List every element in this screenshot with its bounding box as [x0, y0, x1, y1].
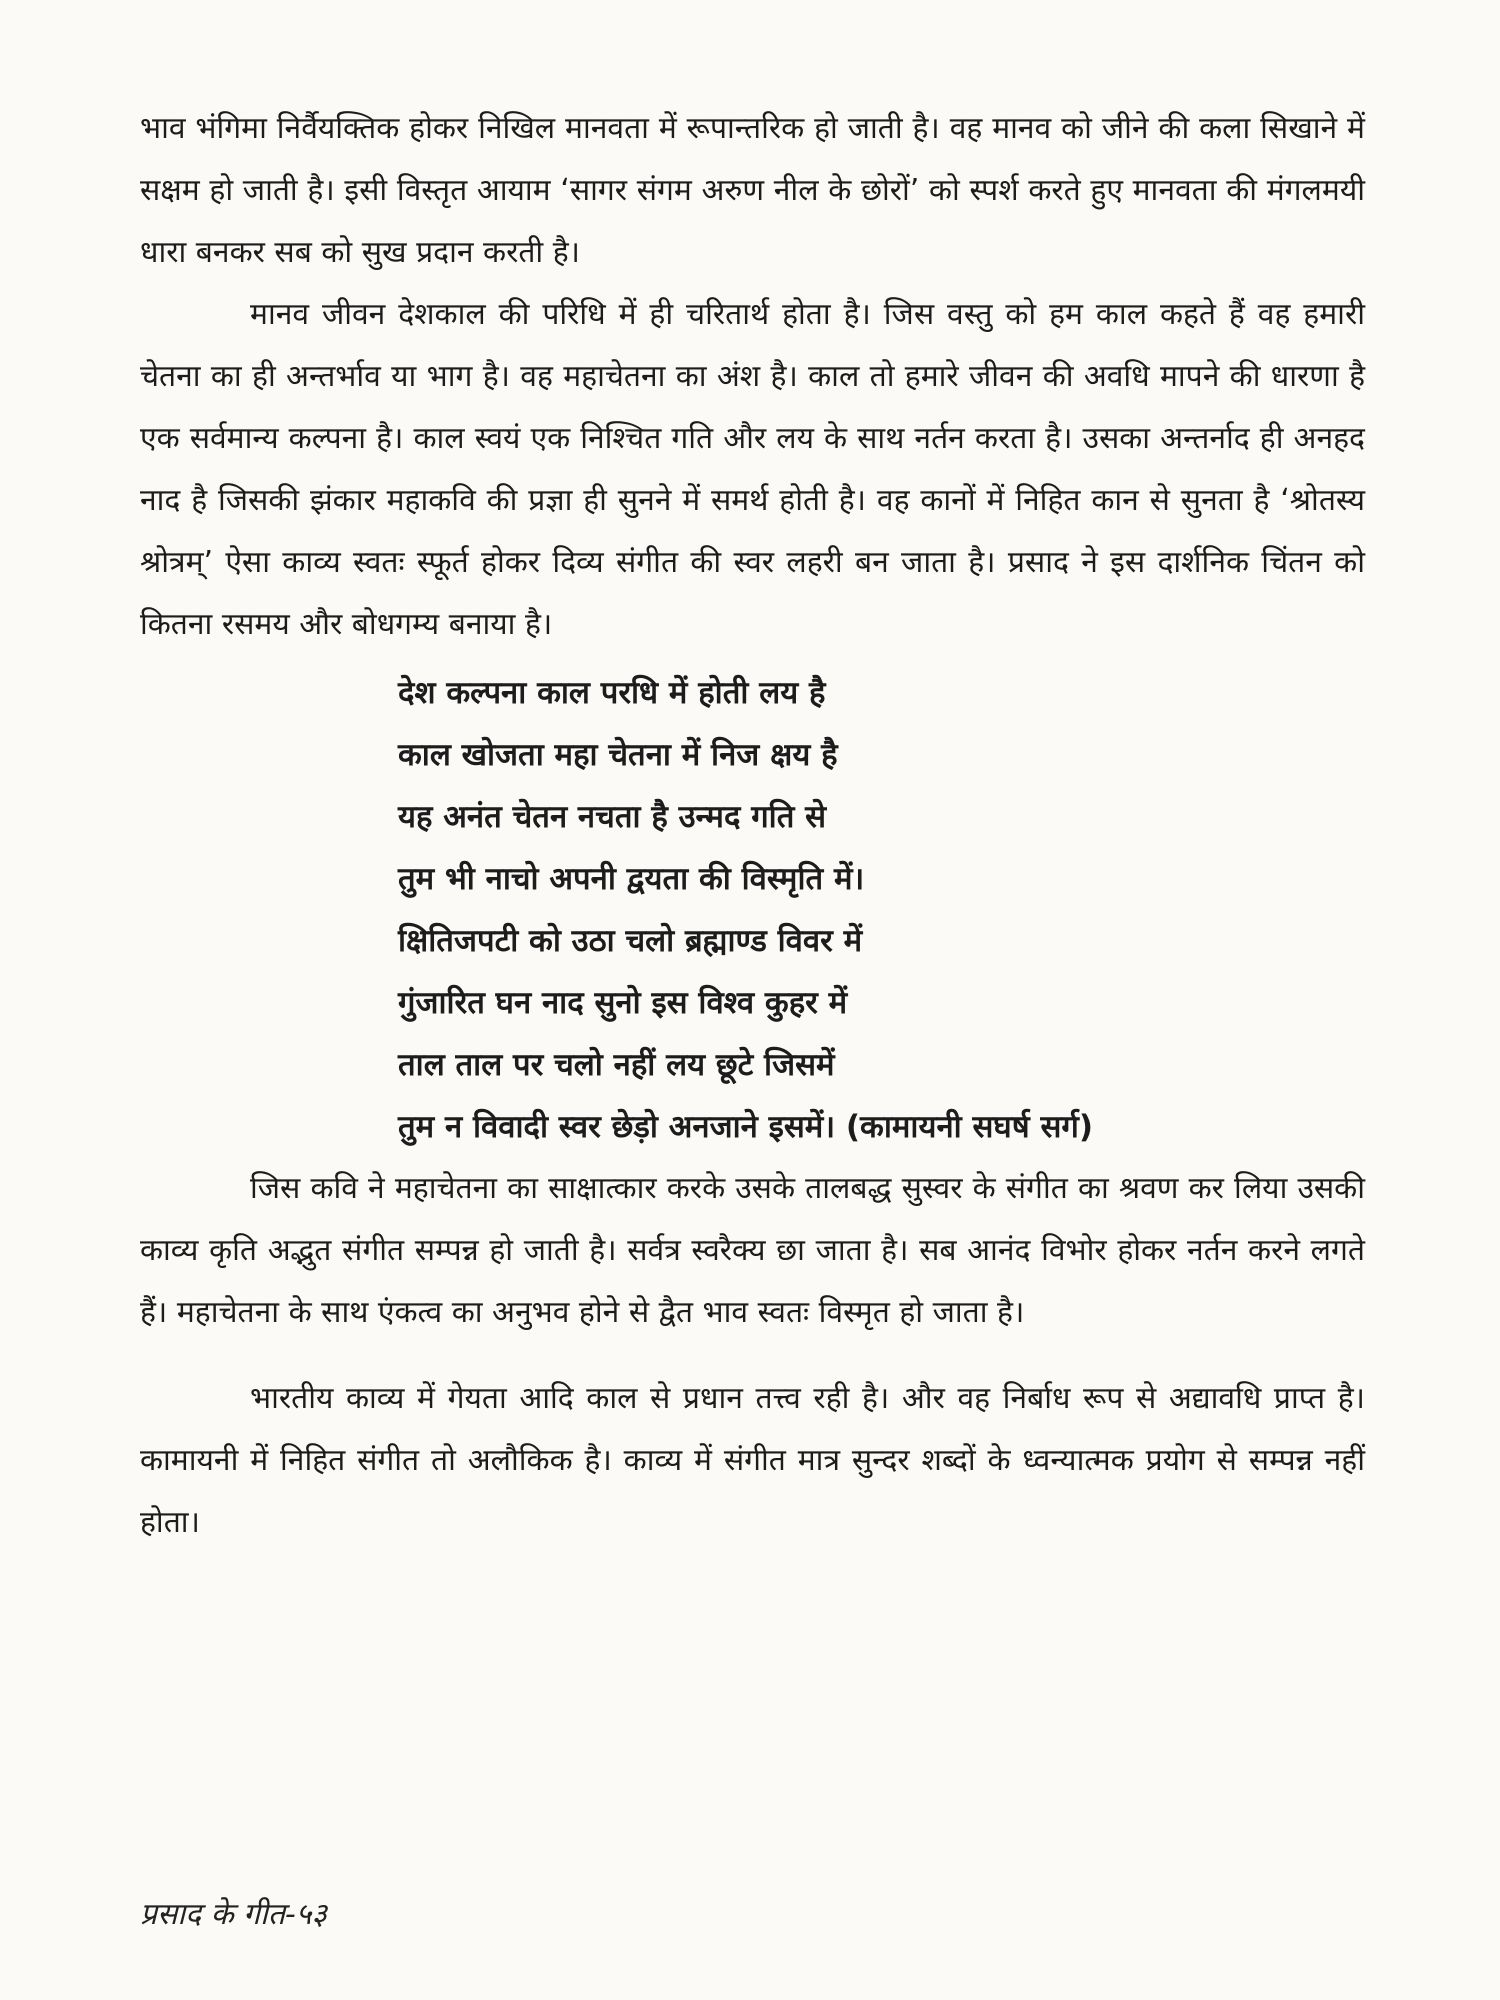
verse-line: तुम न विवादी स्वर छेड़ो अनजाने इसमें। (कामायनी सघर्ष सर्ग)	[398, 1109, 1094, 1145]
verse-line: काल खोजता महा चेतना में निज क्षय है	[398, 737, 838, 773]
verse-line: तुम भी नाचो अपनी द्वयता की विस्मृति में।	[398, 861, 865, 897]
paragraph-4: भारतीय काव्य में गेयता आदि काल से प्रधान तत्त्व रही है। और वह निर्बाध रूप से अद्यावधि प्राप्त है। कामायनी में निहित संगीत तो अलौकिक है। काव्य में संगीत मात्र सुन्दर शब्दों के ध्वन्यात्मक प्रयोग से सम्पन्न नहीं होता।	[140, 1381, 1365, 1540]
page-footer: प्रसाद के गीत-५३	[140, 1897, 327, 1932]
verse-line: गुंजारित घन नाद सुनो इस विश्व कुहर में	[398, 985, 848, 1021]
paragraph-3: जिस कवि ने महाचेतना का साक्षात्कार करके उसके तालबद्ध सुस्वर के संगीत का श्रवण कर लिया उसकी काव्य कृति अद्भुत संगीत सम्पन्न हो जाती है। सर्वत्र स्वरैक्य छा जाता है। सब आनंद विभोर होकर नर्तन करने लगते हैं। महाचेतना के साथ एंकत्व का अनुभव होने से द्वैत भाव स्वतः विस्मृत हो जाता है।	[140, 1171, 1365, 1330]
verse-line: क्षितिजपटी को उठा चलो ब्रह्माण्ड विवर में	[398, 923, 863, 959]
verse-line: देश कल्पना काल परधि में होती लय है	[398, 675, 826, 711]
verse-line: यह अनंत चेतन नचता है उन्मद गति से	[398, 799, 827, 835]
paragraph-1: भाव भंगिमा निर्वैयक्तिक होकर निखिल मानवता में रूपान्तरिक हो जाती है। वह मानव को जीने की कला सिखाने में सक्षम हो जाती है। इसी विस्तृत आयाम ‘सागर संगम अरुण नील के छोरों’ को स्पर्श करते हुए मानवता की मंगलमयी धारा बनकर सब को सुख प्रदान करती है।	[140, 111, 1365, 270]
verse-line: ताल ताल पर चलो नहीं लय छूटे जिसमें	[398, 1047, 835, 1083]
paragraph-2: मानव जीवन देशकाल की परिधि में ही चरितार्थ होता है। जिस वस्तु को हम काल कहते हैं वह हमारी चेतना का ही अन्तर्भाव या भाग है। वह महाचेतना का अंश है। काल तो हमारे जीवन की अवधि मापने की धारणा है एक सर्वमान्य कल्पना है। काल स्वयं एक निश्चित गति और लय के साथ नर्तन करता है। उसका अन्तर्नाद ही अनहद नाद है जिसकी झंकार महाकवि की प्रज्ञा ही सुनने में समर्थ होती है। वह कानों में निहित कान से सुनता है ‘श्रोतस्य श्रोत्रम्’ ऐसा काव्य स्वतः स्फूर्त होकर दिव्य संगीत की स्वर लहरी बन जाता है। प्रसाद ने इस दार्शनिक चिंतन को कितना रसमय और बोधगम्य बनाया है।	[140, 297, 1365, 642]
poem-quote	[398, 662, 1365, 1158]
